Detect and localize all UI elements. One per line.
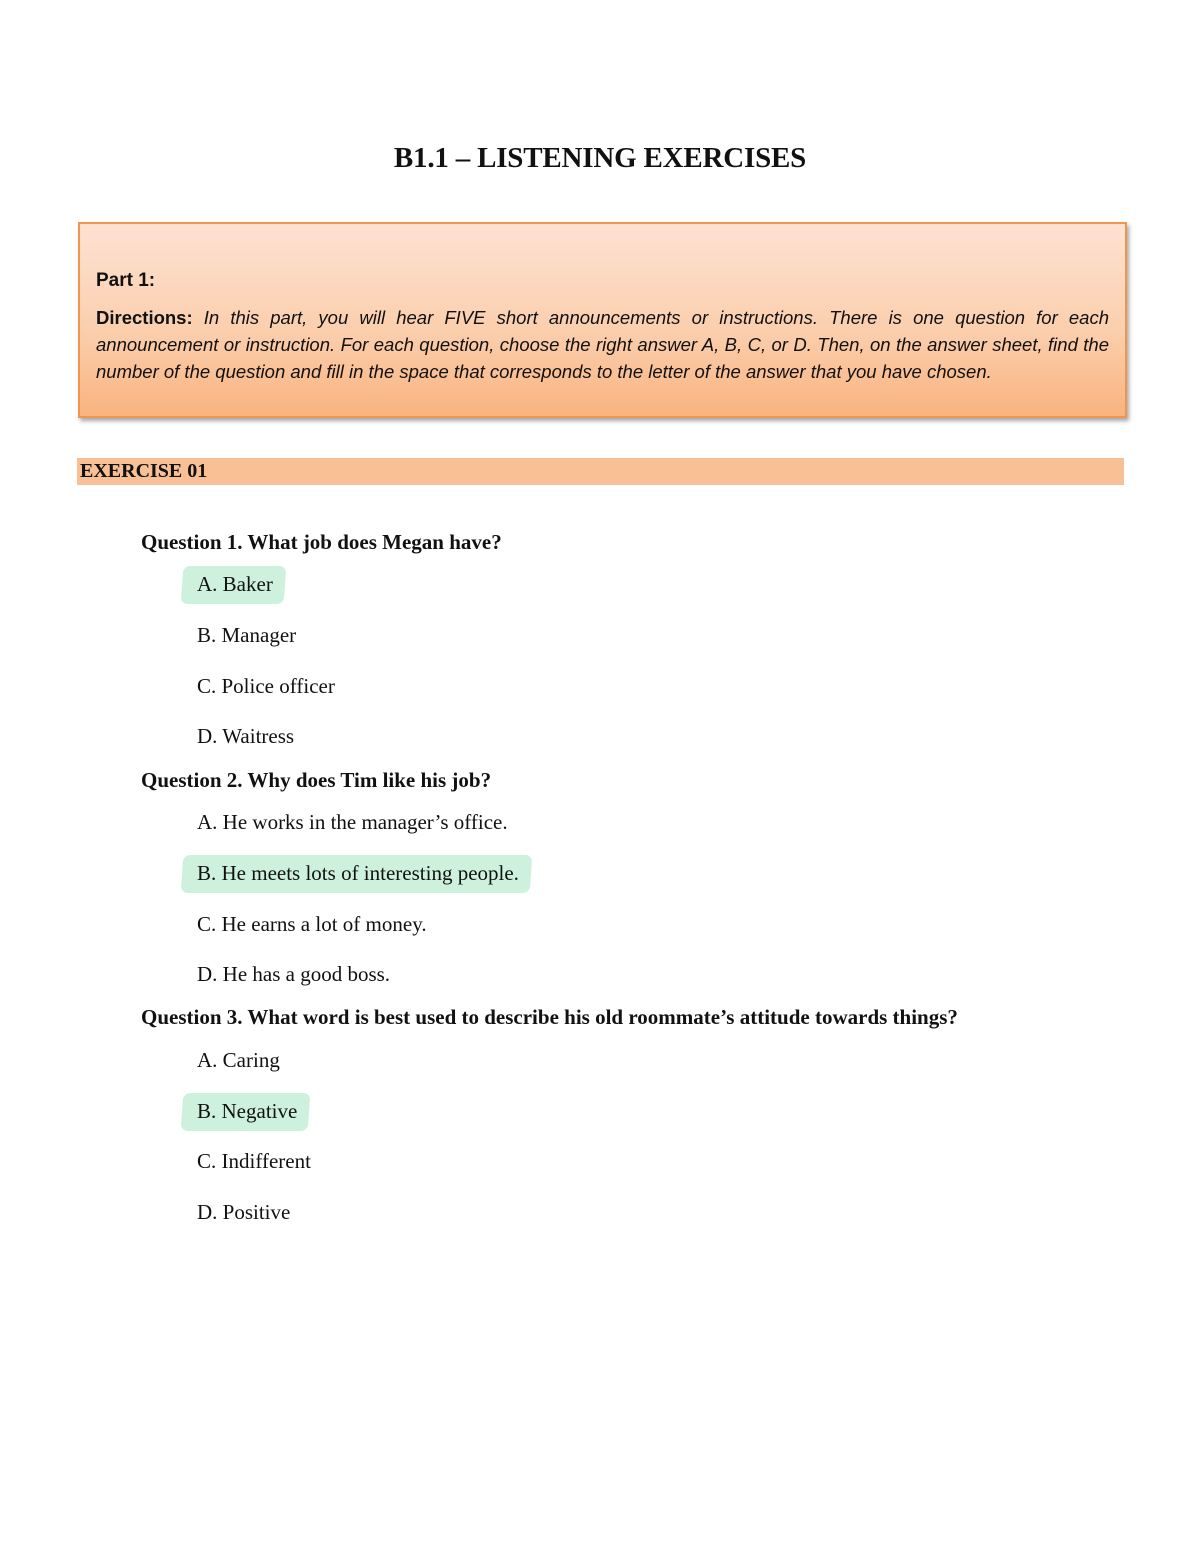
directions-text (96, 304, 1109, 385)
question-3 (141, 1004, 958, 1030)
q1-option-a[interactable]: A. Baker (197, 572, 273, 596)
q1-option-b[interactable]: B. Manager (197, 623, 297, 647)
question-number: Question 3. (141, 1005, 243, 1029)
directions-body: In this part, you will hear FIVE short announcements or instructions. There is one question for each announcement or instruction. For each question, choose the right answer A, B, C, or D. Then, on the answer sheet, find the number of the question and fill in the space that corresponds to the letter of the answer that you have chosen. (96, 307, 1109, 382)
directions-box (78, 222, 1127, 418)
exercise-header: EXERCISE 01 (77, 458, 1124, 485)
question-text: What word is best used to describe his old roommate’s attitude towards things? (247, 1005, 958, 1029)
question-text: What job does Megan have? (247, 530, 502, 554)
q2-option-d[interactable]: D. He has a good boss. (197, 962, 391, 986)
question-text: Why does Tim like his job? (247, 768, 492, 792)
q2-option-a[interactable]: A. He works in the manager’s office. (197, 810, 508, 834)
part-label: Part 1: (96, 270, 156, 291)
question-number: Question 2. (141, 768, 243, 792)
question-number: Question 1. (141, 530, 243, 554)
q3-option-a[interactable]: A. Caring (197, 1048, 280, 1072)
page-title: B1.1 – LISTENING EXERCISES (393, 142, 807, 174)
directions-label: Directions: (96, 307, 193, 328)
question-2 (141, 767, 491, 793)
q2-option-c[interactable]: C. He earns a lot of money. (197, 912, 427, 936)
question-1 (141, 529, 502, 555)
q1-option-c[interactable]: C. Police officer (197, 674, 335, 698)
q1-option-d[interactable]: D. Waitress (197, 724, 295, 748)
q3-option-d[interactable]: D. Positive (197, 1200, 291, 1224)
q2-option-b[interactable]: B. He meets lots of interesting people. (197, 861, 519, 885)
q3-option-b[interactable]: B. Negative (197, 1099, 298, 1123)
q3-option-c[interactable]: C. Indifferent (197, 1149, 311, 1173)
